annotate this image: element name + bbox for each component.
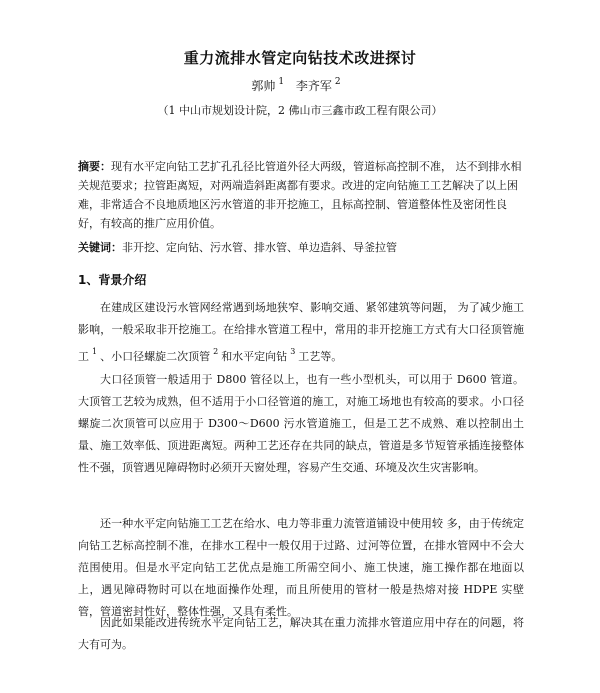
- paper-title: 重力流排水管定向钻技术改进探讨: [183, 49, 417, 67]
- body-paragraph: 因此如果能改进传统水平定向钻工艺，解决其在重力流排水管道应用中存在的问题，将大有可为。: [78, 616, 524, 651]
- abstract-label: 摘要：: [78, 160, 111, 173]
- citation-mark: 1: [92, 347, 98, 356]
- citation-mark: 2: [213, 347, 219, 356]
- affiliation-line: （1 中山市规划设计院，2 佛山市三鑫市政工程有限公司）: [157, 104, 443, 117]
- author-line: [0, 77, 600, 94]
- paragraph-text: 、小口径螺旋二次顶管: [100, 350, 211, 363]
- author-name: 郭帅: [251, 79, 276, 93]
- abstract-text: 现有水平定向钻工艺扩孔孔径比管道外径大两级，管道标高控制不准， 达不到排水相关规范要求；拉管距离短，对两端造斜距离都有要求。改进的定向钻施工工艺解决了以上困难，非常适合不良地质地区污水管道的非开挖施工，且标高控制、管道整体性及密闭性良好，有较高的推广应用价值。: [78, 160, 522, 230]
- author-affiliation-mark: 1: [278, 77, 285, 87]
- body-paragraph: 大口径顶管一般适用于 D800 管径以上，也有一些小型机头，可以用于 D600 管道。大顶管工艺较为成熟，但不适用于小口径管道的施工，对施工场地也有较高的要求。小口径螺旋二次顶管可以应用于 D300～D600 污水管道施工，但是工艺不成熟、难以控制出土量、施工效率低、顶进距离短。两种工艺还存在共同的缺点，管道是多节短管承插连接整体性不强，顶管遇见障碍物时必须开天窗处理，容易产生交通、环境及次生灾害影响。: [78, 373, 524, 474]
- citation-mark: 3: [290, 347, 296, 356]
- author-affiliation-mark: 2: [334, 77, 341, 87]
- author-name: 李齐军: [295, 79, 332, 93]
- paragraph-text: 在建成区建设污水管网经常遇到场地狭窄、影响交通、紧邻建筑等问题， 为了减少施工影响，一般采取非开挖施工。在给排水管道工程中，常用的非开挖施工方式有大口径顶管施工: [78, 301, 524, 363]
- body-paragraph: [78, 297, 524, 368]
- abstract: [78, 157, 524, 233]
- keywords-label: 关键词：: [78, 241, 122, 254]
- paragraph-text: 和水平定向钻: [221, 350, 288, 363]
- section-heading: 1、背景介绍: [78, 273, 147, 287]
- keywords-text: 非开挖、定向钻、污水管、排水管、单边造斜、导釜拉管: [122, 241, 397, 254]
- paragraph-text: 工艺等。: [298, 350, 343, 363]
- body-paragraph: 还一种水平定向钻施工工艺在给水、电力等非重力流管道铺设中使用较 多，由于传统定向钻工艺标高控制不准，在排水工程中一般仅用于过路、过河等位置，在排水管网中不会大范围使用。但是水平定向钻工艺优点是施工所需空间小、施工快速，施工操作都在地面以上，遇见障碍物时可以在地面操作处理，而且所使用的管材一般是热熔对接 HDPE 实壁管，管道密封性好，整体性强，又具有柔性。: [78, 517, 524, 618]
- keywords: [78, 238, 524, 257]
